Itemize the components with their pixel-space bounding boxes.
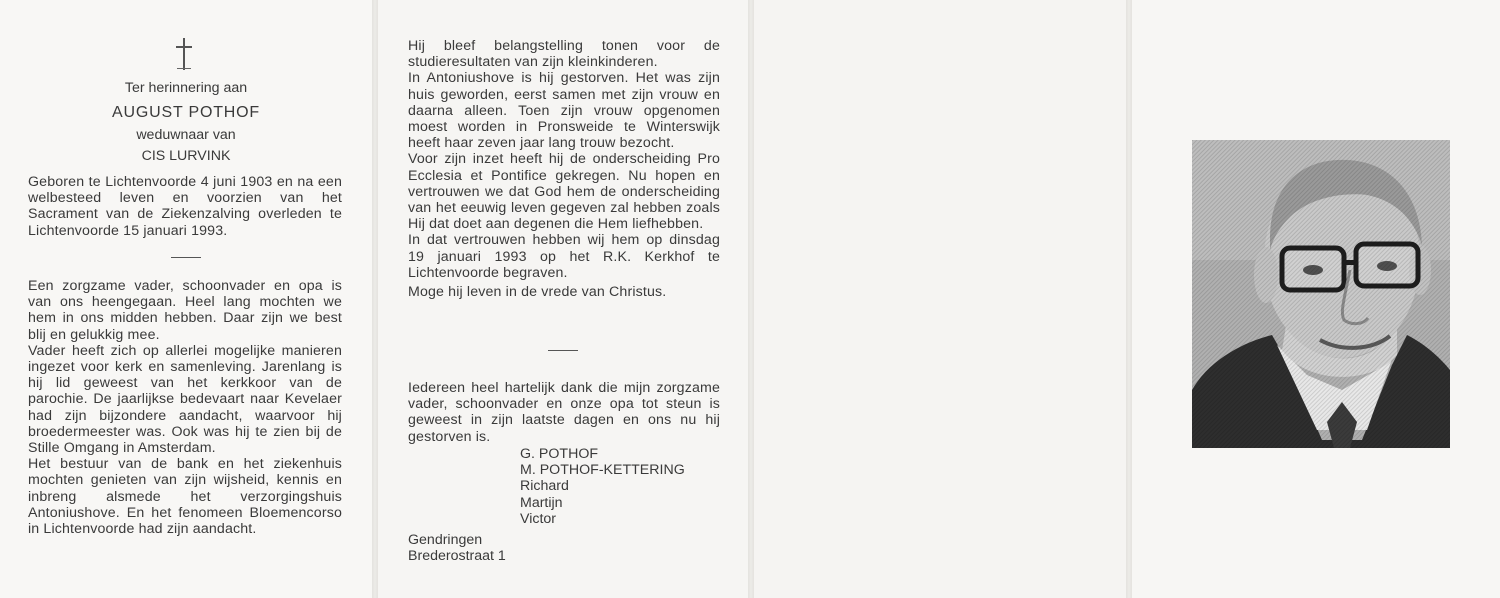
signatory: Victor xyxy=(520,510,557,527)
panel-blank xyxy=(754,0,1126,598)
signatories xyxy=(520,446,685,527)
prayer-line: Moge hij leven in de vrede van Christus. xyxy=(408,284,667,301)
life-text xyxy=(28,278,342,537)
signatory: Richard xyxy=(520,478,569,495)
continued-paragraph: Voor zijn inzet heeft hij de onderscheiding Pro Ecclesia et Pontifice gekregen. Nu hopen en vertrouwen we dat God hem de onderscheiding van het eeuwig leven gegeven zal hebben zoals Hij dat doet aan degenen die Hem liefhebben. xyxy=(408,151,720,233)
signatory: M. POTHOF-KETTERING xyxy=(520,462,685,479)
signatory: Martijn xyxy=(520,494,563,511)
spouse-name: CIS LURVINK xyxy=(141,148,231,164)
address xyxy=(408,532,506,564)
birth-death-text xyxy=(28,174,342,239)
deceased-name: AUGUST POTHOF xyxy=(112,104,260,121)
cross-icon xyxy=(174,38,194,70)
address-place: Gendringen xyxy=(408,532,483,548)
thanks-text xyxy=(408,380,720,445)
divider xyxy=(171,257,201,258)
signatory: G. POTHOF xyxy=(520,446,599,462)
life-paragraph: Het bestuur van de bank en het ziekenhuis mochten genieten van zijn wijsheid, kennis en inbreng alsmede het verzorgingshuis Antoniushove. En het fenomeen Bloemencorso in Lichtenvoorde had zijn aandacht. xyxy=(28,456,342,538)
portrait-photo xyxy=(1192,140,1450,448)
continued-paragraph: In Antoniushove is hij gestorven. Het was zijn huis geworden, eerst samen met zijn vrouw en daarna alleen. Toen zijn vrouw opgenomen moest worden in Pronsweide te Winterswijk heeft haar zeven jaar lang trouw bezocht. xyxy=(408,70,720,152)
continued-paragraph: In dat vertrouwen hebben wij hem op dinsdag 19 januari 1993 op het R.K. Kerkhof te Lichtenvoorde begraven. xyxy=(408,232,720,281)
portrait-illustration xyxy=(1192,140,1450,448)
thanks-paragraph: Iedereen heel hartelijk dank die mijn zorgzame vader, schoonvader en onze opa tot steun is geweest in zijn laatste dagen en ons nu hij gestorven is. xyxy=(408,380,720,445)
birth-death-paragraph: Geboren te Lichtenvoorde 4 juni 1903 en na een welbesteed leven en voorzien van het Sacrament van de Ziekenzalving overleden te Lichtenvoorde 15 januari 1993. xyxy=(28,174,342,239)
address-street: Brederostraat 1 xyxy=(408,548,506,565)
continued-text xyxy=(408,38,720,300)
divider xyxy=(548,350,578,351)
life-paragraph: Vader heeft zich op allerlei mogelijke manieren ingezet voor kerk en samenleving. Jarenlang is hij lid geweest van het kerkkoor van de parochie. De jaarlijkse bedevaart naar Kevelaer had zijn bijzondere aandacht, waarvoor hij broedermeester was. Ook was hij te zien bij de Stille Omgang in Amsterdam. xyxy=(28,342,342,457)
intro-line: Ter herinnering aan xyxy=(124,80,248,96)
continued-paragraph: Hij bleef belangstelling tonen voor de studieresultaten van zijn kleinkinderen. xyxy=(408,38,720,71)
relation-line: weduwnaar van xyxy=(136,127,236,143)
life-paragraph: Een zorgzame vader, schoonvader en opa is van ons heengegaan. Heel lang mochten we hem in ons midden hebben. Daar zijn we best blij en gelukkig mee. xyxy=(28,278,342,343)
